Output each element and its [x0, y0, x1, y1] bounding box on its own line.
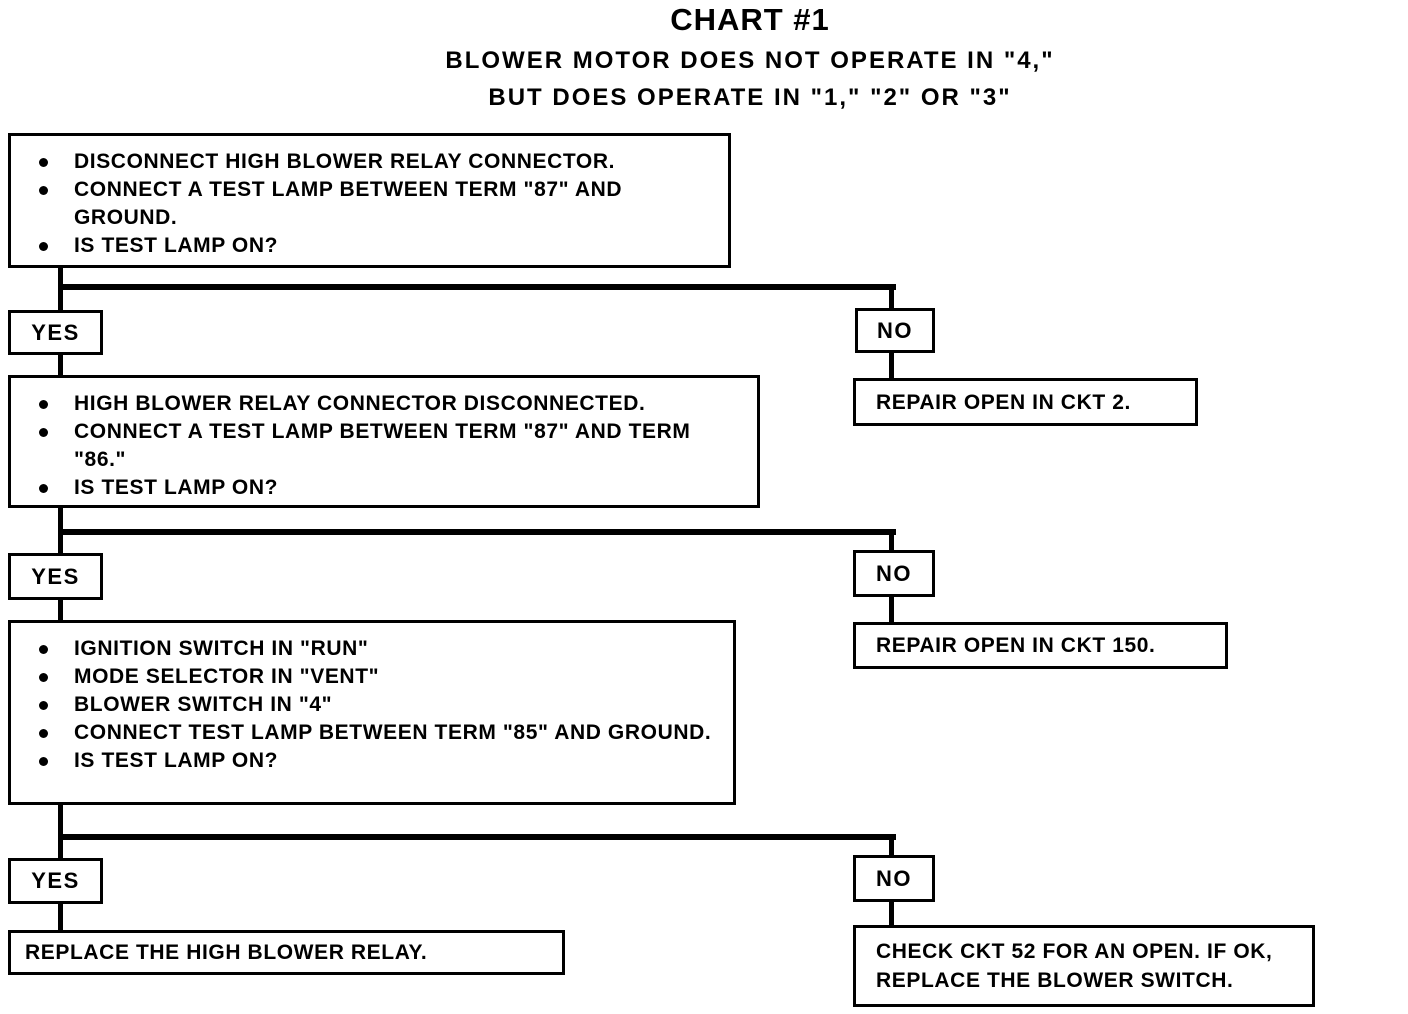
bullet-icon — [39, 428, 48, 437]
bullet-item — [39, 148, 718, 176]
connector-no3-final — [889, 900, 894, 927]
bullet-list-2 — [39, 390, 747, 502]
bullet-text: CONNECT A TEST LAMP BETWEEN TERM "87" AND TERM "86." — [74, 420, 691, 471]
bullet-icon — [39, 186, 48, 195]
action-box-repair-ckt2: REPAIR OPEN IN CKT 2. — [853, 378, 1198, 426]
bullet-item — [39, 390, 747, 418]
bullet-icon — [39, 757, 48, 766]
step-box-1 — [8, 133, 731, 268]
bullet-text: BLOWER SWITCH IN "4" — [74, 693, 333, 716]
step-box-2 — [8, 375, 760, 508]
bullet-item — [39, 691, 723, 719]
connector-yes1-step2 — [58, 353, 63, 377]
bullet-text: IS TEST LAMP ON? — [74, 476, 279, 499]
action-box-replace-relay: REPLACE THE HIGH BLOWER RELAY. — [8, 930, 565, 975]
bullet-text: IGNITION SWITCH IN "RUN" — [74, 637, 369, 660]
chart-subtitle-line1: BLOWER MOTOR DOES NOT OPERATE IN "4," — [445, 47, 1055, 74]
bullet-text: HIGH BLOWER RELAY CONNECTOR DISCONNECTED. — [74, 392, 646, 415]
action-box-repair-ckt150: REPAIR OPEN IN CKT 150. — [853, 622, 1228, 669]
connector-branch-1 — [58, 284, 896, 290]
bullet-icon — [39, 242, 48, 251]
bullet-item — [39, 232, 718, 260]
step-box-3 — [8, 620, 736, 805]
connector-branch-3 — [58, 834, 896, 840]
connector-yes3-final — [58, 902, 63, 932]
bullet-item — [39, 635, 723, 663]
connector-no3-down — [889, 834, 894, 857]
chart-title — [92, 0, 1408, 112]
bullet-icon — [39, 729, 48, 738]
no-label-1: NO — [855, 308, 935, 353]
bullet-item — [39, 719, 723, 747]
bullet-icon — [39, 484, 48, 493]
chart-subtitle-line2: BUT DOES OPERATE IN "1," "2" OR "3" — [488, 84, 1012, 111]
bullet-item — [39, 418, 747, 474]
bullet-text: IS TEST LAMP ON? — [74, 234, 279, 257]
yes-label-3: YES — [8, 858, 103, 904]
connector-step3-down — [58, 803, 63, 860]
connector-branch-2 — [58, 529, 896, 535]
bullet-list-1 — [39, 148, 718, 260]
connector-step1-down — [58, 268, 63, 312]
connector-no1-down — [889, 284, 894, 310]
bullet-item — [39, 663, 723, 691]
bullet-text: MODE SELECTOR IN "VENT" — [74, 665, 380, 688]
yes-label-2: YES — [8, 553, 103, 600]
connector-no2-down — [889, 529, 894, 552]
bullet-icon — [39, 701, 48, 710]
bullet-text: DISCONNECT HIGH BLOWER RELAY CONNECTOR. — [74, 150, 616, 173]
bullet-icon — [39, 158, 48, 167]
bullet-item — [39, 176, 718, 232]
bullet-item — [39, 747, 723, 775]
no-label-3: NO — [853, 855, 935, 902]
bullet-list-3 — [39, 635, 723, 775]
connector-no2-repair150 — [889, 595, 894, 624]
bullet-icon — [39, 645, 48, 654]
bullet-text: CONNECT A TEST LAMP BETWEEN TERM "87" AND GROUND. — [74, 178, 623, 229]
chart-title-main: CHART #1 — [670, 2, 830, 37]
bullet-icon — [39, 673, 48, 682]
bullet-icon — [39, 400, 48, 409]
no-label-2: NO — [853, 550, 935, 597]
yes-label-1: YES — [8, 310, 103, 355]
connector-yes2-step3 — [58, 598, 63, 622]
bullet-text: IS TEST LAMP ON? — [74, 749, 279, 772]
bullet-item — [39, 474, 747, 502]
bullet-text: CONNECT TEST LAMP BETWEEN TERM "85" AND GROUND. — [74, 721, 712, 744]
connector-no1-repair2 — [889, 351, 894, 380]
action-box-check-ckt52: CHECK CKT 52 FOR AN OPEN. IF OK, REPLACE THE BLOWER SWITCH. — [853, 925, 1315, 1007]
